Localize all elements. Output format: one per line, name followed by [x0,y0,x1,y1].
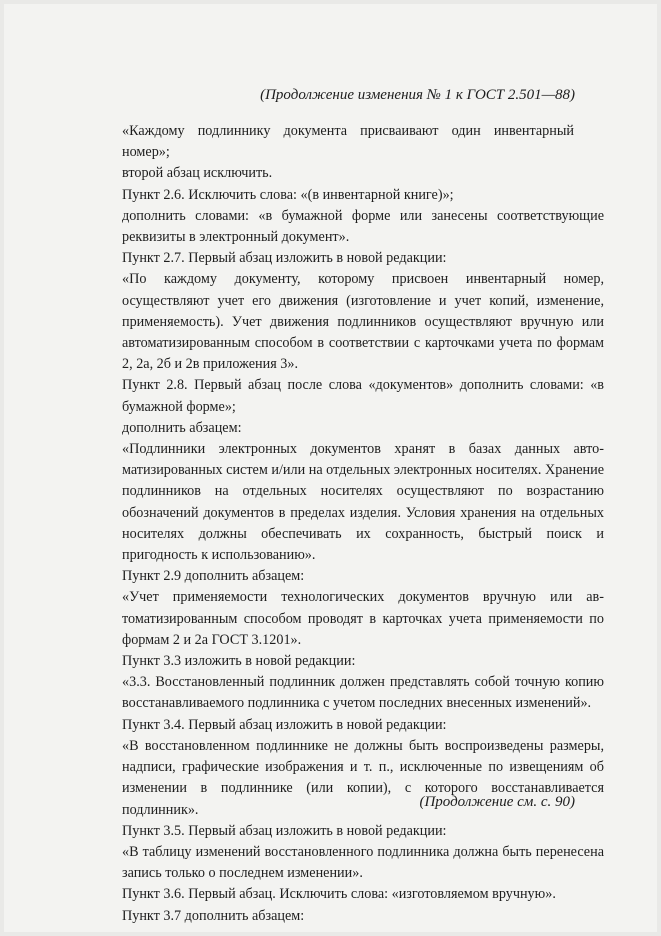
paragraph: «3.3. Восстановленный подлинник должен представлять собой точную копию восстанавливаемого подлинника с учетом последних внесенных изменений». [122,674,604,712]
paragraph: «В восстановленном подлиннике не должны быть воспроизведены размеры, надписи, графические изображения и т. п., исключенные по извещениям об изменении в подлиннике (или копии), с которого восстанавливается подлинник». [122,737,604,818]
paragraph: Пункт 3.7 дополнить абзацем: [122,907,305,924]
document-page [4,4,657,932]
paragraph: «По каждому документу, которому присвоен инвентарный номер, осуществляют учет его движения (изготовление и учет копий, изменение, применяемость). Учет движения подлинников осуществляют вручную или автоматизированным способом в соответствии с карточками учета по формам 2, 2а, 2б и 2в приложения 3». [122,271,604,373]
paragraph: Пункт 2.9 дополнить абзацем: [122,568,305,585]
paragraph: дополнить абзацем: [122,419,242,436]
paragraph: Пункт 2.8. Первый абзац после слова «документов» дополнить словами: «в бумажной форме»; [122,377,604,415]
paragraph: «Подлинники электронных документов хранят в базах данных автоматизированных систем и/или на отдельных электронных носителях. Хранение подлинников на отдельных носителях осуществляют по возрастанию обозначений документов в пределах изделия. Условия хранения на отдельных носителях должны обеспечивать их сохранность, быстрый поиск и пригодность к использованию». [122,441,604,564]
paragraph: дополнить словами: «в бумажной форме или занесены соответствующие реквизиты в электронный документ». [122,207,604,246]
paragraph: второй абзац исключить. [122,165,273,182]
paragraph: Пункт 3.3 изложить в новой редакции: [122,653,356,670]
paragraph: Пункт 2.7. Первый абзац изложить в новой редакции: [122,250,447,267]
paragraph: Пункт 3.6. Первый абзац. Исключить слова: «изготовляемом вручную». [122,886,556,903]
paragraph: «Каждому подлиннику документа присваивают один инвентарный номер»; [122,123,574,161]
page-header-continuation: (Продолжение изменения № 1 к ГОСТ 2.501—88) [260,87,575,103]
paragraph: «В таблицу изменений восстановленного подлинника должна быть перенесена запись только о последнем изменении». [122,843,604,882]
paragraph: Пункт 2.6. Исключить слова: «(в инвентарной книге)»; [122,186,454,203]
page-footer-continuation: (Продолжение см. с. 90) [419,794,575,810]
paragraph: Пункт 3.5. Первый абзац изложить в новой редакции: [122,822,447,839]
paragraph: «Учет применяемости технологических документов вручную или автоматизированным способом проводят в карточках учета применяемости по формам 2 и 2а ГОСТ 3.1201». [122,589,604,648]
paragraph: Пункт 3.4. Первый абзац изложить в новой редакции: [122,716,447,733]
